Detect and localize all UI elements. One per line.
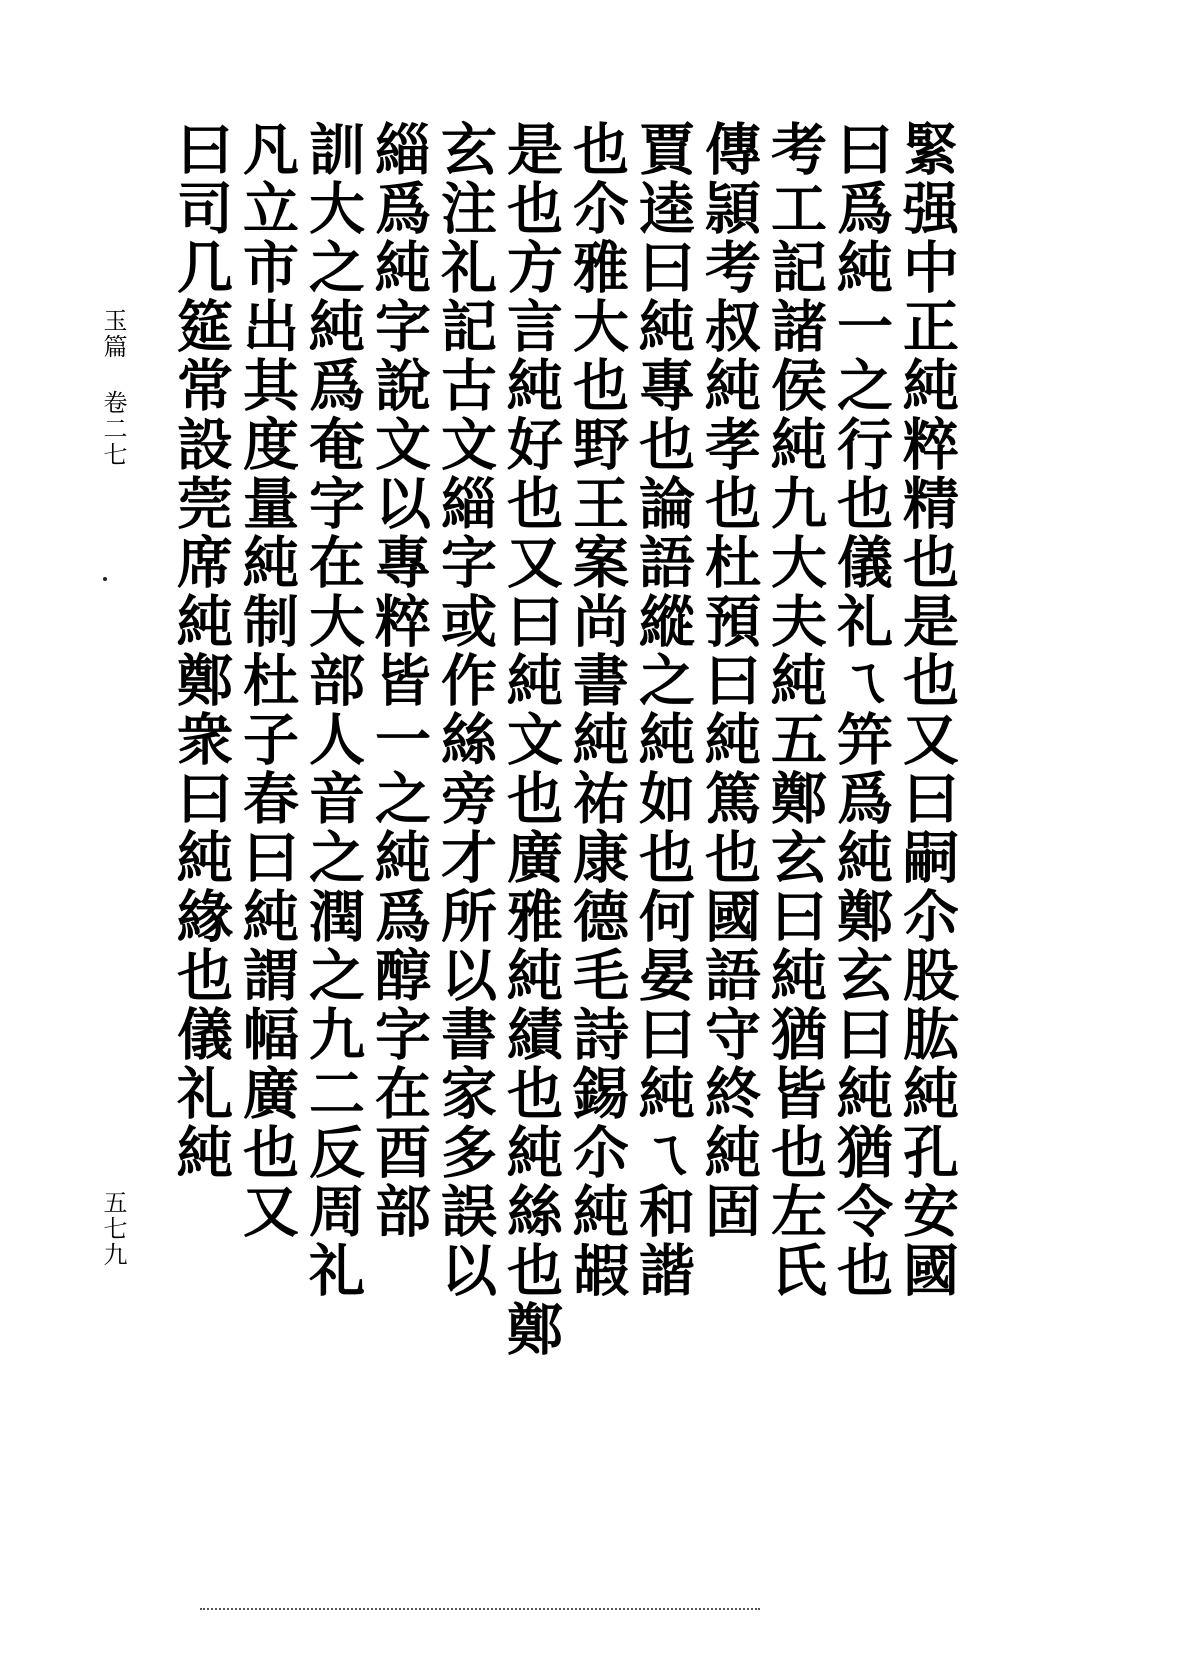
text-column-1: 緊强中正純粹精也是也又曰嗣尒股肱純孔安國 xyxy=(894,120,960,1300)
text-column-2: 曰爲純一之行也儀礼ㄟ笄爲純鄭玄曰純猶令也 xyxy=(828,120,894,1300)
book-title: 玉篇 xyxy=(99,308,127,360)
margin-dot xyxy=(103,577,107,581)
text-column-10: 訓大之純爲奄字在大部人音之潤之九二反周礼 xyxy=(300,120,366,1300)
main-text-block xyxy=(168,120,960,1520)
text-column-5: 賈逵曰純專也論語縱之純如也何晏曰純ㄟ和諧 xyxy=(630,120,696,1300)
text-column-4: 傳頴考叔純孝也杜預曰純篤也國語守終純固 xyxy=(696,120,762,1241)
text-column-9: 緇爲純字說文以專粹皆一之純爲醇字在酉部 xyxy=(366,120,432,1241)
text-column-7: 是也方言純好也又曰純文也廣雅純績也純絲也鄭 xyxy=(498,120,564,1359)
text-column-6: 也尒雅大也野王案尚書純祐康德毛詩錫尒純嘏 xyxy=(564,120,630,1300)
scan-artifact-line xyxy=(200,1608,760,1610)
text-column-8: 玄注礼記古文緇字或作絲旁才所以書家多誤以 xyxy=(432,120,498,1300)
text-column-11: 凡立市出其度量純制杜子春曰純謂幅廣也又 xyxy=(234,120,300,1241)
text-column-12: 曰司几筵常設莞席純鄭衆曰純緣也儀礼純 xyxy=(168,120,234,1182)
text-column-3: 考工記諸侯純九大夫純五鄭玄曰純猶皆也左氏 xyxy=(762,120,828,1300)
margin-title xyxy=(96,308,131,468)
volume-label: 卷二七 xyxy=(99,390,127,468)
page-number: 五七九 xyxy=(99,1190,127,1268)
